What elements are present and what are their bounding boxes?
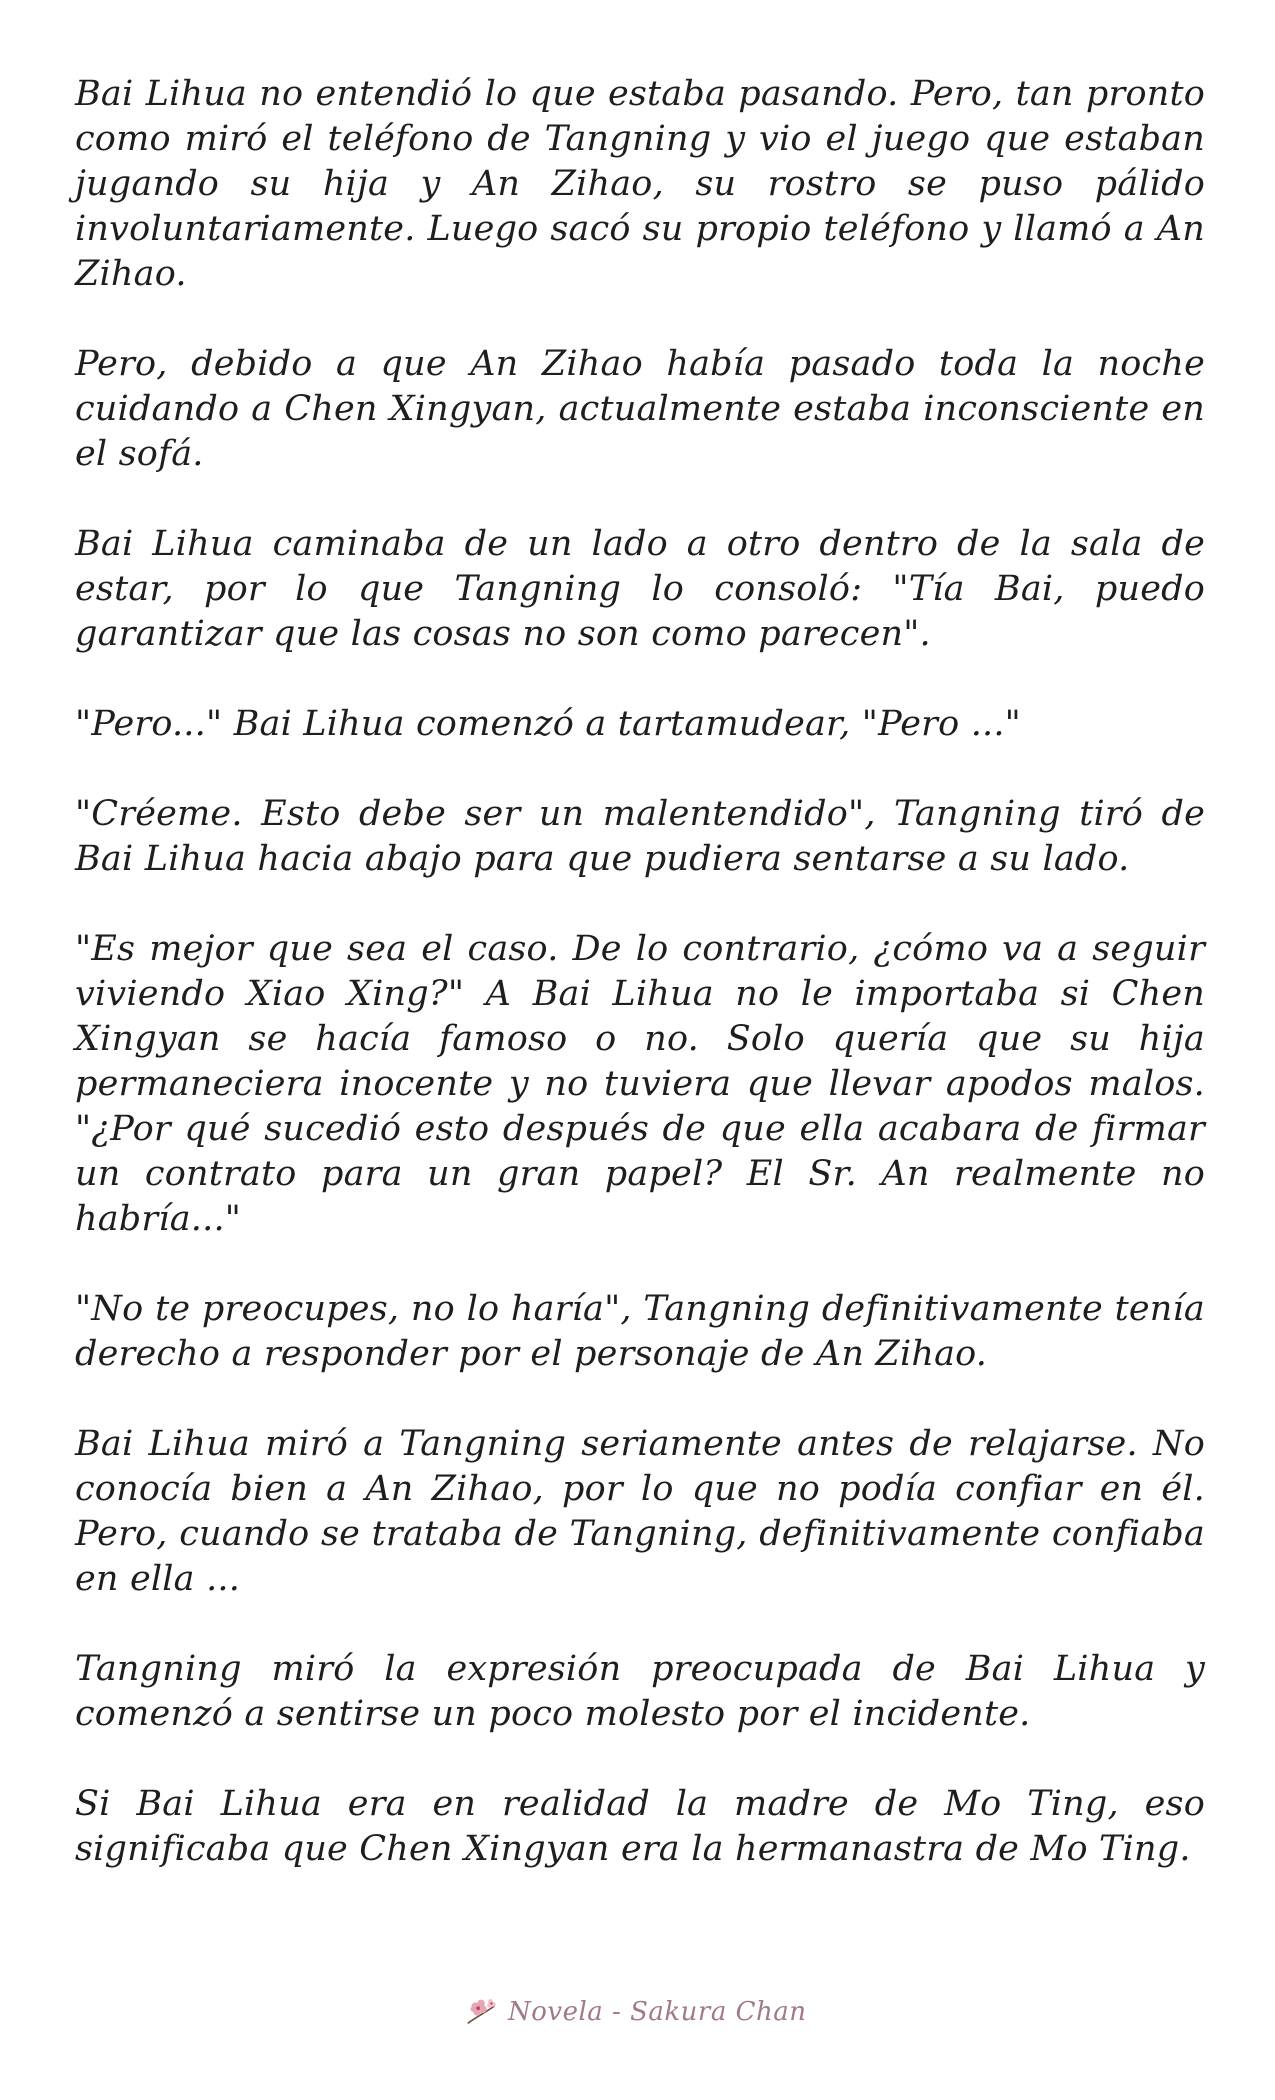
paragraph: "Créeme. Esto debe ser un malentendido", Tangning tiró de Bai Lihua hacia abajo para que pudiera sentarse a su lado. [75, 794, 1205, 879]
paragraph: "Es mejor que sea el caso. De lo contrario, ¿cómo va a seguir viviendo Xiao Xing?" A Bai Lihua no le importaba si Chen Xingyan se hacía famoso o no. Solo quería que su hija permaneciera inocente y no tuviera que llevar apodos malos. "¿Por qué sucedió esto después de que ella acabara de firmar un contrato para un gran papel? El Sr. An realmente no habría..." [75, 929, 1205, 1239]
paragraph: Bai Lihua miró a Tangning seriamente antes de relajarse. No conocía bien a An Zihao, por lo que no podía confiar en él. Pero, cuando se trataba de Tangning, definitivamente confiaba en ella ... [75, 1424, 1205, 1599]
cherry-blossom-icon [462, 1993, 500, 2031]
paragraph: "No te preocupes, no lo haría", Tangning definitivamente tenía derecho a responder por el personaje de An Zihao. [75, 1289, 1205, 1374]
paragraph: Bai Lihua no entendió lo que estaba pasando. Pero, tan pronto como miró el teléfono de Tangning y vio el juego que estaban jugando su hija y An Zihao, su rostro se puso pálido involuntariamente. Luego sacó su propio teléfono y llamó a An Zihao. [75, 74, 1205, 294]
paragraph: Tangning miró la expresión preocupada de Bai Lihua y comenzó a sentirse un poco molesto por el incidente. [75, 1649, 1205, 1734]
paragraph: Pero, debido a que An Zihao había pasado toda la noche cuidando a Chen Xingyan, actualmente estaba inconsciente en el sofá. [75, 344, 1205, 474]
paragraph: Bai Lihua caminaba de un lado a otro dentro de la sala de estar, por lo que Tangning lo consoló: "Tía Bai, puedo garantizar que las cosas no son como parecen". [75, 524, 1205, 654]
watermark-text: Novela - Sakura Chan [508, 1997, 807, 2027]
paragraph: "Pero..." Bai Lihua comenzó a tartamudear, "Pero ..." [75, 704, 1021, 744]
chapter-text [75, 72, 1205, 1872]
watermark [462, 1990, 807, 2034]
paragraph: Si Bai Lihua era en realidad la madre de Mo Ting, eso significaba que Chen Xingyan era la hermanastra de Mo Ting. [75, 1784, 1205, 1869]
